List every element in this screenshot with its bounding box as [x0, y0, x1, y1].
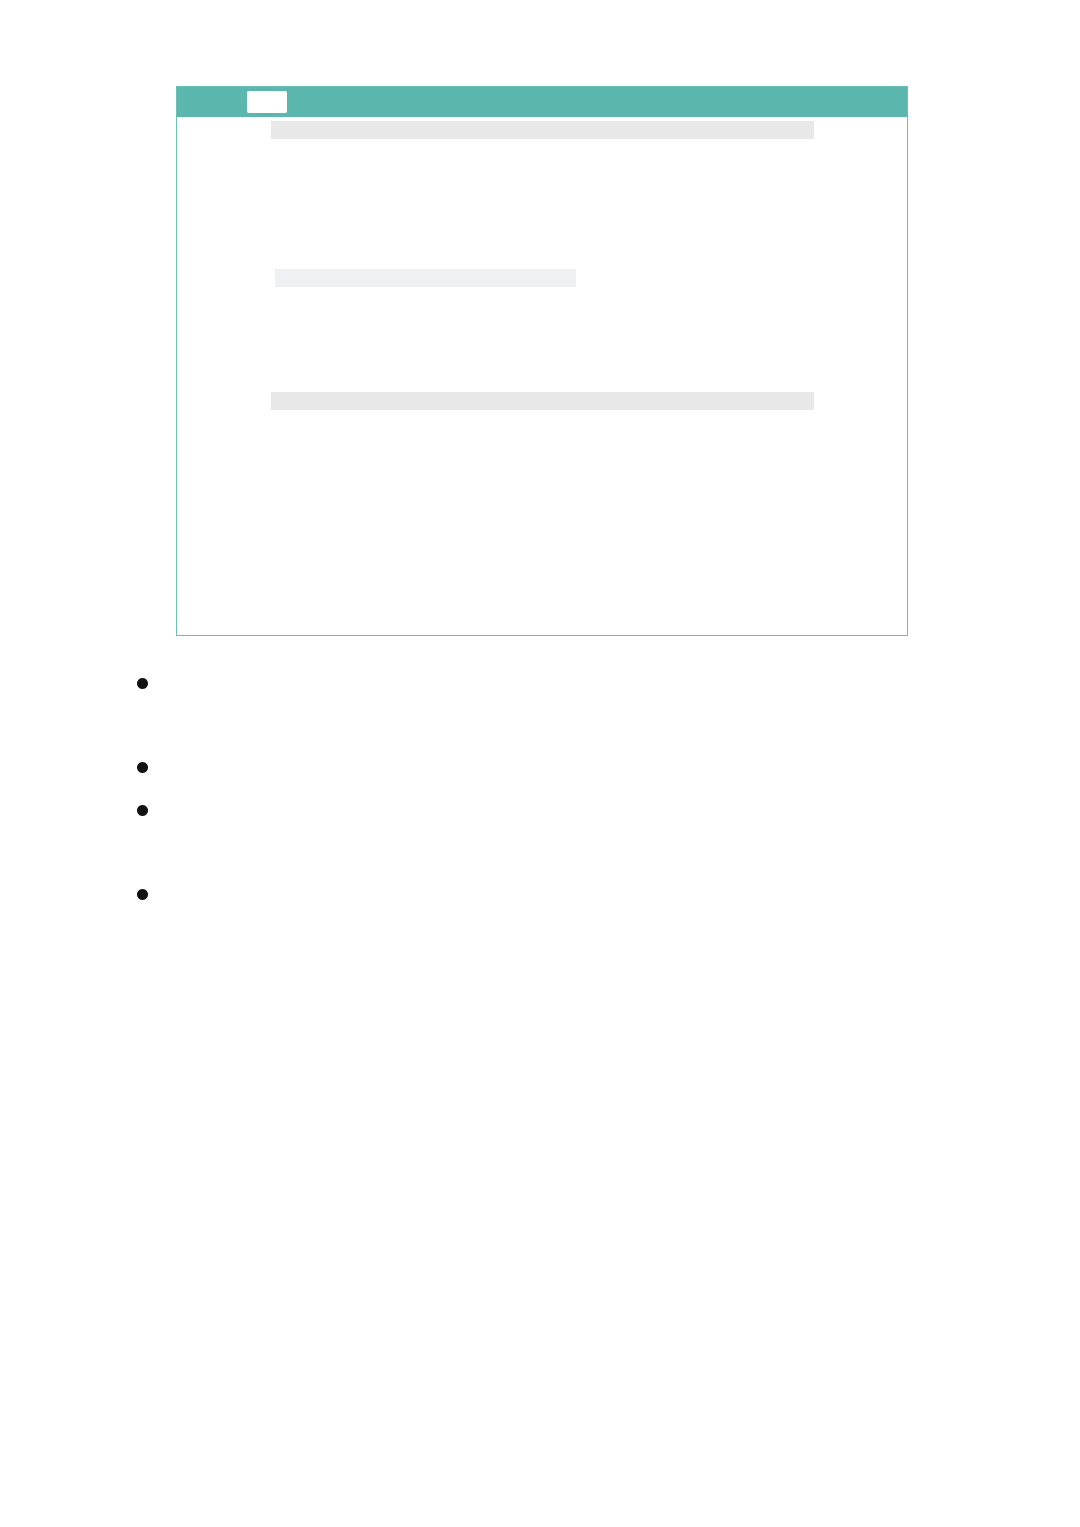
tab-school-overall[interactable]	[247, 91, 287, 113]
section-distribution-title	[271, 392, 814, 410]
bullet-dot-icon	[137, 805, 148, 816]
tab-class-compare[interactable]	[317, 91, 357, 113]
grade-header-ratio	[474, 269, 576, 287]
grade-level-table	[275, 269, 576, 287]
tab-score-download[interactable]	[397, 91, 437, 113]
bullet-dot-icon	[137, 678, 148, 689]
score-distribution-bar-chart	[275, 485, 705, 631]
grade-header-level	[275, 269, 377, 287]
bullet-dot-icon	[137, 762, 148, 773]
grade-pie-chart	[607, 283, 707, 383]
report-screenshot	[176, 86, 908, 636]
bullet-dot-icon	[137, 889, 148, 900]
report-tab-bar	[177, 87, 907, 117]
tab-paper-quality[interactable]	[191, 91, 231, 113]
grade-header-count	[377, 269, 474, 287]
section-exam-overview-title	[271, 121, 814, 139]
